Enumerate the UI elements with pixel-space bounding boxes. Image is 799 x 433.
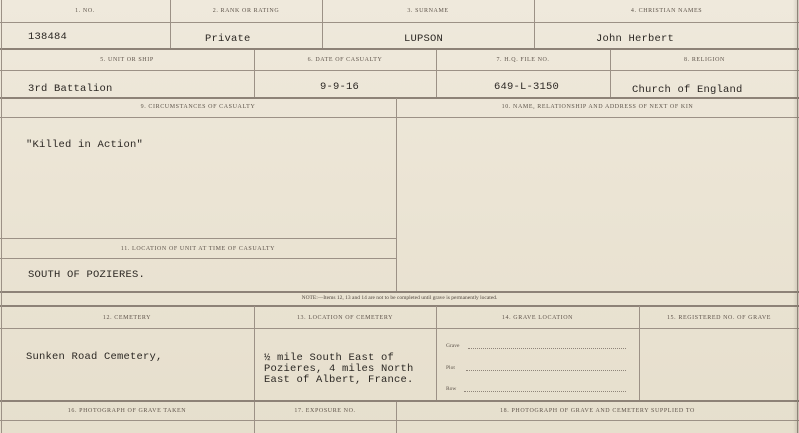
label-cemetery: 12. CEMETERY (102, 315, 152, 321)
plot-field-label: Plot (446, 365, 455, 371)
label-no: 1. NO. (75, 8, 95, 14)
label-location-of-unit: 11. LOCATION OF UNIT AT TIME OF CASUALTY (120, 246, 276, 252)
label-location-of-cemetery: 13. LOCATION OF CEMETERY (296, 315, 394, 321)
value-no: 138484 (28, 31, 68, 43)
label-christian-names: 4. CHRISTIAN NAMES (630, 8, 703, 14)
label-rank: 2. RANK OR RATING (212, 8, 280, 14)
note-text: NOTE:—Items 12, 13 and 14 are not to be completed until grave is permanently located. (301, 295, 498, 301)
label-photo-taken: 16. PHOTOGRAPH OF GRAVE TAKEN (67, 408, 187, 414)
label-religion: 8. RELIGION (684, 57, 725, 63)
value-unit: 3rd Battalion (28, 83, 113, 95)
value-hq-file-no: 649-L-3150 (494, 81, 560, 93)
label-circumstances: 9. CIRCUMSTANCES OF CASUALTY (140, 104, 256, 110)
row-field-label: Row (446, 386, 457, 392)
label-unit: 5. UNIT OR SHIP (100, 57, 154, 63)
label-photo-supplied: 18. PHOTOGRAPH OF GRAVE AND CEMETERY SUPPLIED TO (500, 408, 695, 414)
label-date-of-casualty: 6. DATE OF CASUALTY (307, 57, 383, 63)
value-date-of-casualty: 9-9-16 (320, 81, 360, 93)
value-location-of-cemetery: ½ mile South East of Pozieres, 4 miles North East of Albert, France. (264, 352, 414, 386)
value-cemetery: Sunken Road Cemetery, (26, 351, 163, 363)
value-surname: LUPSON (404, 33, 444, 45)
value-circumstances: "Killed in Action" (26, 139, 144, 151)
label-grave-location: 14. GRAVE LOCATION (501, 315, 574, 321)
value-christian-names: John Herbert (596, 33, 675, 45)
value-religion: Church of England (632, 84, 743, 96)
label-surname: 3. SURNAME (407, 8, 449, 14)
label-exposure-no: 17. EXPOSURE NO. (294, 408, 356, 414)
label-hq-file-no: 7. H.Q. FILE NO. (496, 57, 550, 63)
label-registered-no: 15. REGISTERED NO. OF GRAVE (666, 315, 772, 321)
label-next-of-kin: 10. NAME, RELATIONSHIP AND ADDRESS OF NEXT OF KIN (501, 104, 694, 110)
grave-field-label: Grave (446, 343, 460, 349)
value-location-of-unit: SOUTH OF POZIERES. (28, 269, 146, 281)
value-rank: Private (205, 33, 251, 45)
